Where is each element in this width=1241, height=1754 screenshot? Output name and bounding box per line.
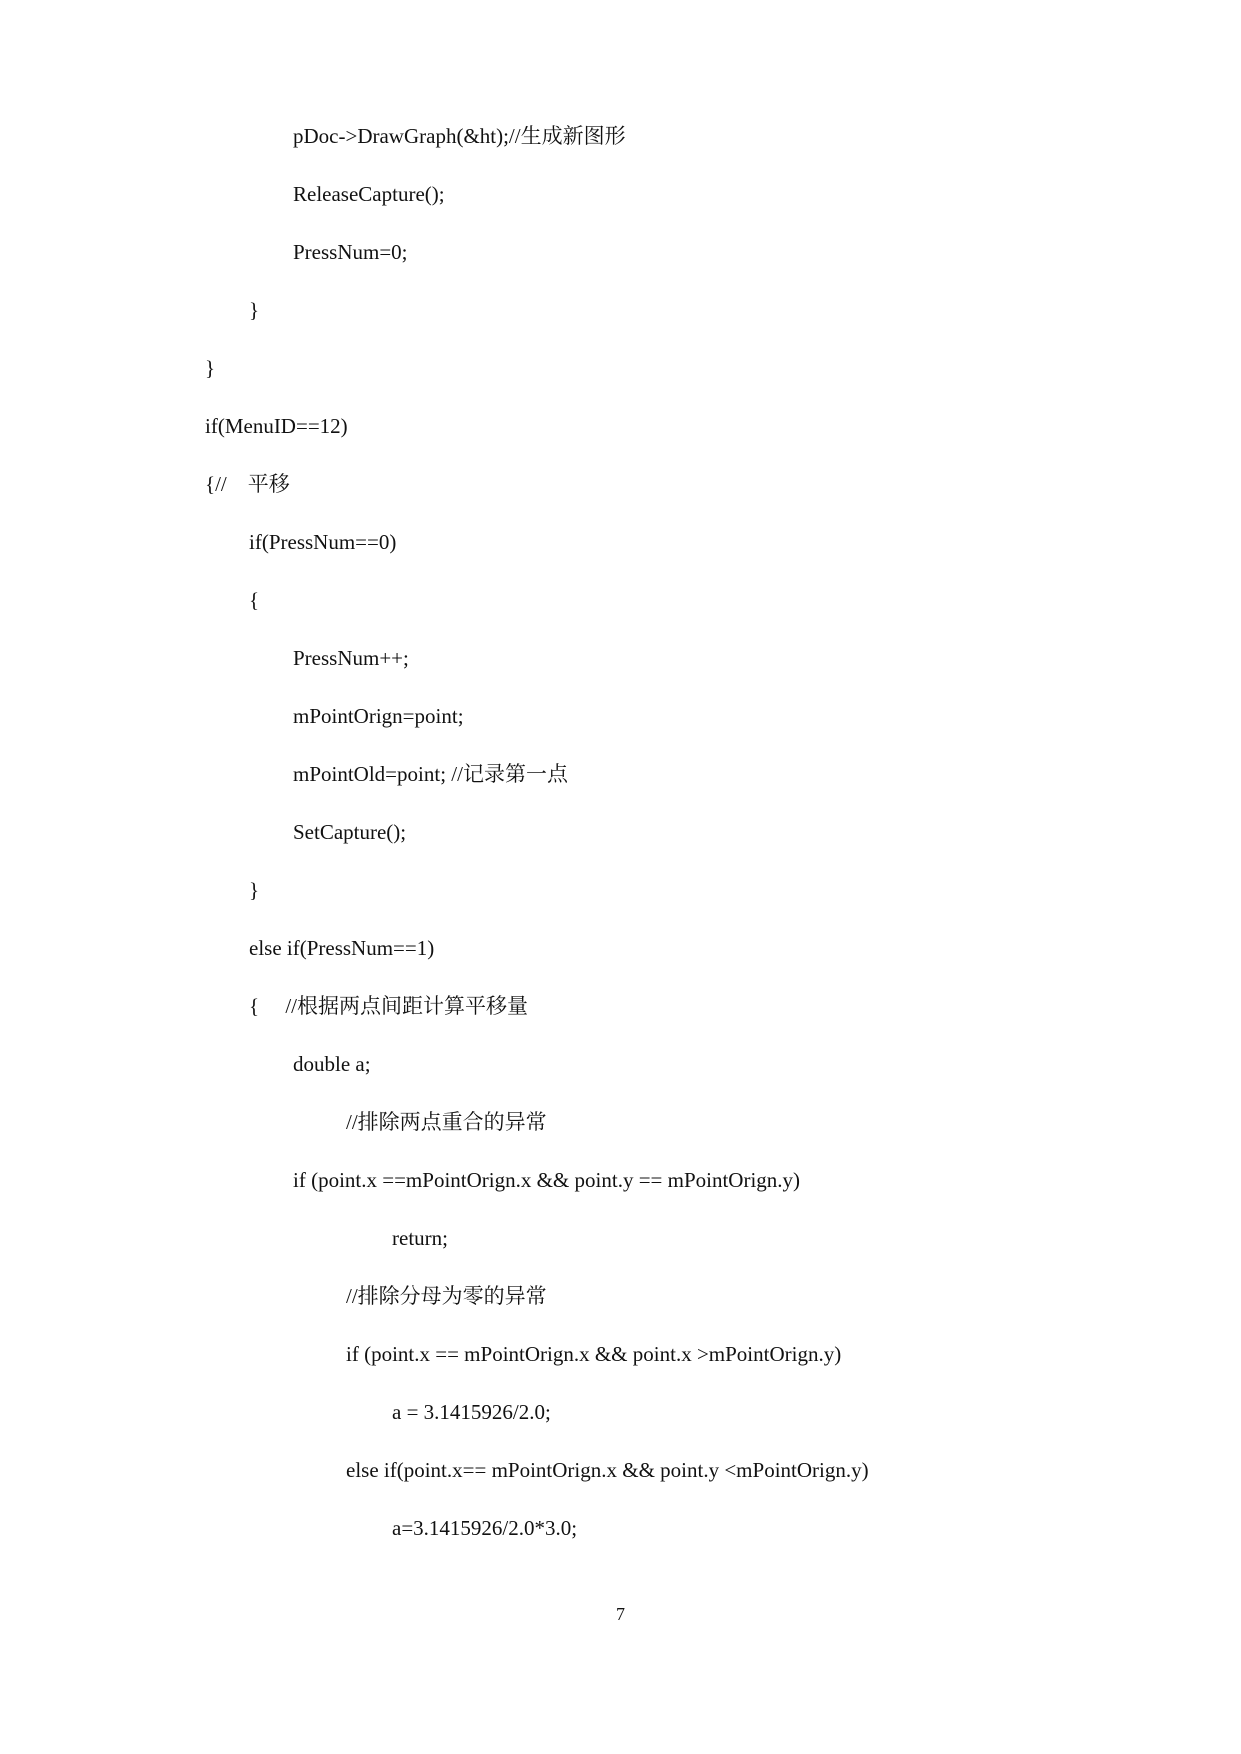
code-line: double a; bbox=[293, 1052, 371, 1076]
code-line: else if(PressNum==1) bbox=[249, 936, 435, 960]
page-number: 7 bbox=[616, 1604, 625, 1624]
code-line: {// 平移 bbox=[205, 472, 290, 496]
code-line: //排除分母为零的异常 bbox=[346, 1284, 547, 1308]
code-line: SetCapture(); bbox=[293, 820, 407, 844]
code-line: if (point.x ==mPointOrign.x && point.y == mPointOrign.y) bbox=[293, 1168, 801, 1192]
code-line: return; bbox=[392, 1226, 448, 1250]
code-line: //排除两点重合的异常 bbox=[346, 1110, 547, 1134]
code-line: ReleaseCapture(); bbox=[293, 182, 445, 206]
code-line: PressNum=0; bbox=[293, 240, 408, 264]
code-line: mPointOrign=point; bbox=[293, 704, 464, 728]
code-line: PressNum++; bbox=[293, 646, 409, 670]
code-line: pDoc->DrawGraph(&ht);//生成新图形 bbox=[293, 124, 626, 148]
code-line: mPointOld=point; //记录第一点 bbox=[293, 762, 568, 786]
code-line: if(PressNum==0) bbox=[249, 530, 397, 554]
code-line: } bbox=[249, 878, 260, 902]
code-line: if(MenuID==12) bbox=[205, 414, 348, 438]
code-line: a=3.1415926/2.0*3.0; bbox=[392, 1516, 578, 1540]
code-line: } bbox=[205, 356, 216, 380]
code-line: } bbox=[249, 298, 260, 322]
code-line: { //根据两点间距计算平移量 bbox=[249, 994, 528, 1018]
code-line: else if(point.x== mPointOrign.x && point.y <mPointOrign.y) bbox=[346, 1458, 869, 1482]
code-line: { bbox=[249, 588, 260, 612]
code-line: if (point.x == mPointOrign.x && point.x >mPointOrign.y) bbox=[346, 1342, 842, 1366]
code-line: a = 3.1415926/2.0; bbox=[392, 1400, 551, 1424]
